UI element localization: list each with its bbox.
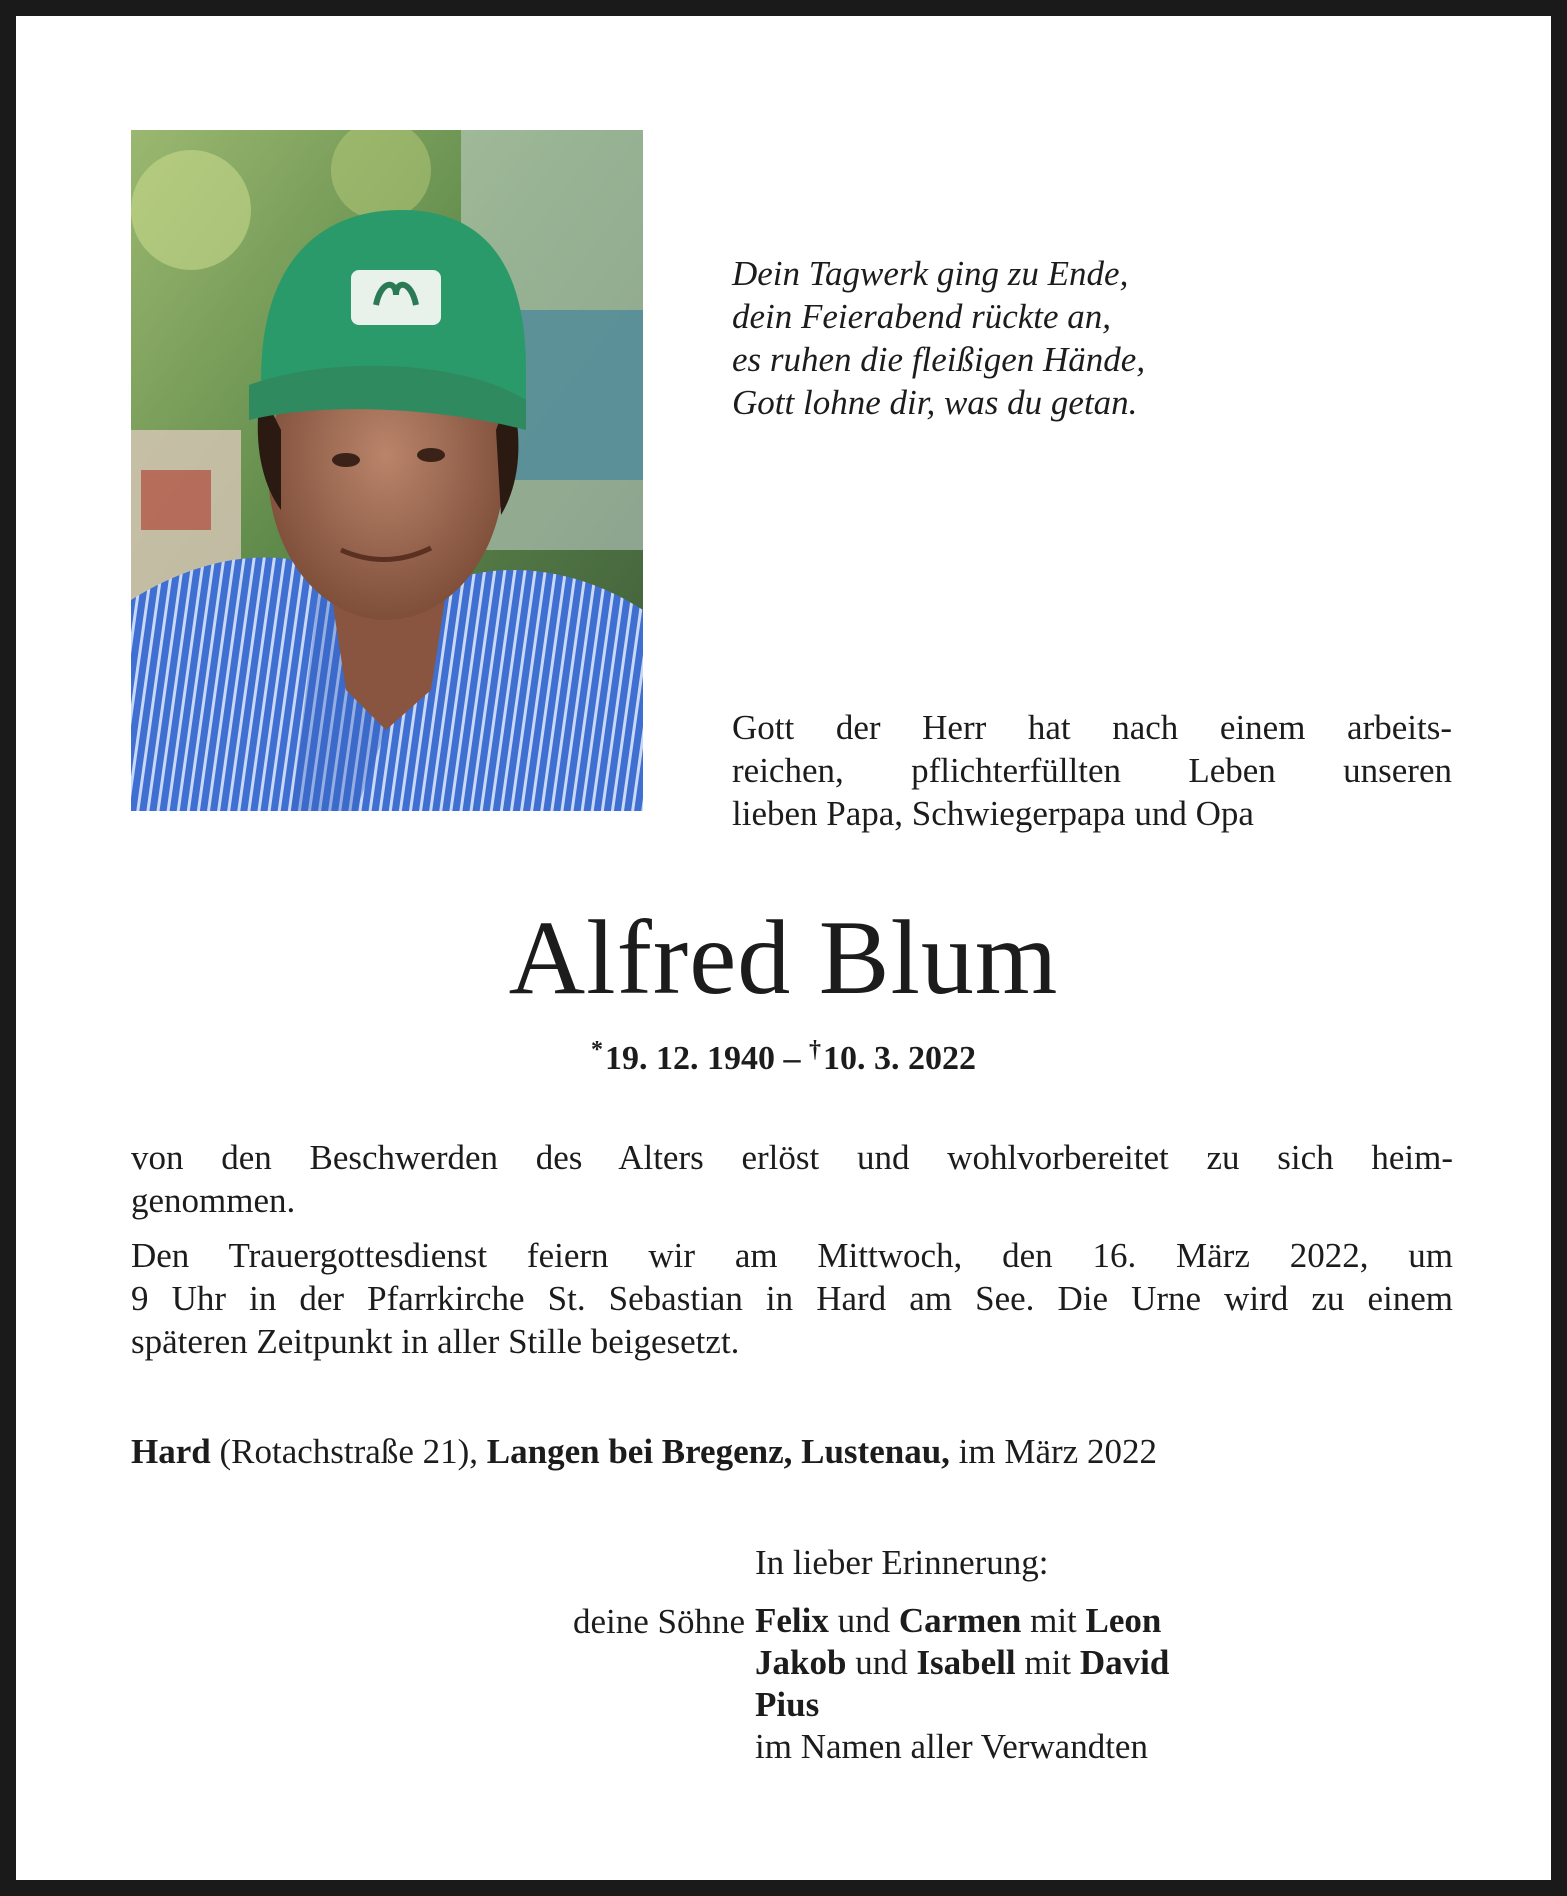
signer-name: Carmen [898, 1601, 1022, 1640]
body-line: genommen. [131, 1181, 296, 1220]
intro-line: reichen, pflichterfüllten Leben unseren [732, 751, 1452, 790]
signer-name: Felix [755, 1601, 829, 1640]
signature-block [755, 1542, 1169, 1768]
signer-name: Jakob [755, 1643, 847, 1682]
signer-name: David [1079, 1643, 1170, 1682]
body-line: späteren Zeitpunkt in aller Stille beigesetzt. [131, 1322, 740, 1361]
intro-line: lieben Papa, Schwiegerpapa und Opa [732, 794, 1254, 833]
poem-line: Gott lohne dir, was du getan. [732, 383, 1138, 422]
birth-symbol: * [591, 1037, 603, 1063]
sons-label: deine Söhne [572, 1602, 745, 1641]
body-line: Den Trauergottesdienst feiern wir am Mittwoch, den 16. März 2022, um [131, 1236, 1453, 1275]
address: (Rotachstraße 21), [210, 1432, 487, 1471]
poem-line: es ruhen die fleißigen Hände, [732, 340, 1146, 379]
signature-line [755, 1642, 1169, 1684]
death-date: 10. 3. 2022 [823, 1040, 976, 1077]
town-hard: Hard [131, 1432, 211, 1471]
deceased-name: Alfred Blum [508, 899, 1059, 1016]
poem [732, 252, 1145, 424]
place-date: im März 2022 [949, 1432, 1157, 1471]
poem-line: dein Feierabend rückte an, [732, 297, 1112, 336]
life-dates [16, 1028, 1551, 1081]
body-line: von den Beschwerden des Alters erlöst und wohlvorbereitet zu sich heim- [131, 1138, 1453, 1177]
portrait-illustration [131, 130, 643, 811]
signature-line [755, 1600, 1169, 1642]
signature-footer: im Namen aller Verwandten [755, 1727, 1148, 1766]
connector: mit [1015, 1643, 1080, 1682]
body-text [131, 1136, 1453, 1363]
obituary-page [16, 16, 1551, 1880]
signer-name: Isabell [916, 1643, 1016, 1682]
place-date-line [131, 1430, 1157, 1473]
connector: und [828, 1601, 899, 1640]
portrait-photo [131, 130, 643, 811]
poem-line: Dein Tagwerk ging zu Ende, [732, 254, 1129, 293]
signature-heading: In lieber Erinnerung: [755, 1543, 1049, 1582]
intro-line: Gott der Herr hat nach einem arbeits- [732, 708, 1452, 747]
signer-name: Leon [1085, 1601, 1162, 1640]
birth-date: 19. 12. 1940 [605, 1040, 775, 1077]
signer-name: Pius [755, 1685, 820, 1724]
connector: und [846, 1643, 917, 1682]
body-line: 9 Uhr in der Pfarrkirche St. Sebastian in Hard am See. Die Urne wird zu einem [131, 1279, 1453, 1318]
death-symbol: † [809, 1037, 821, 1063]
intro-text [732, 706, 1452, 835]
connector: mit [1021, 1601, 1086, 1640]
other-towns: Langen bei Bregenz, Lustenau, [486, 1432, 950, 1471]
date-separator: – [775, 1040, 809, 1077]
